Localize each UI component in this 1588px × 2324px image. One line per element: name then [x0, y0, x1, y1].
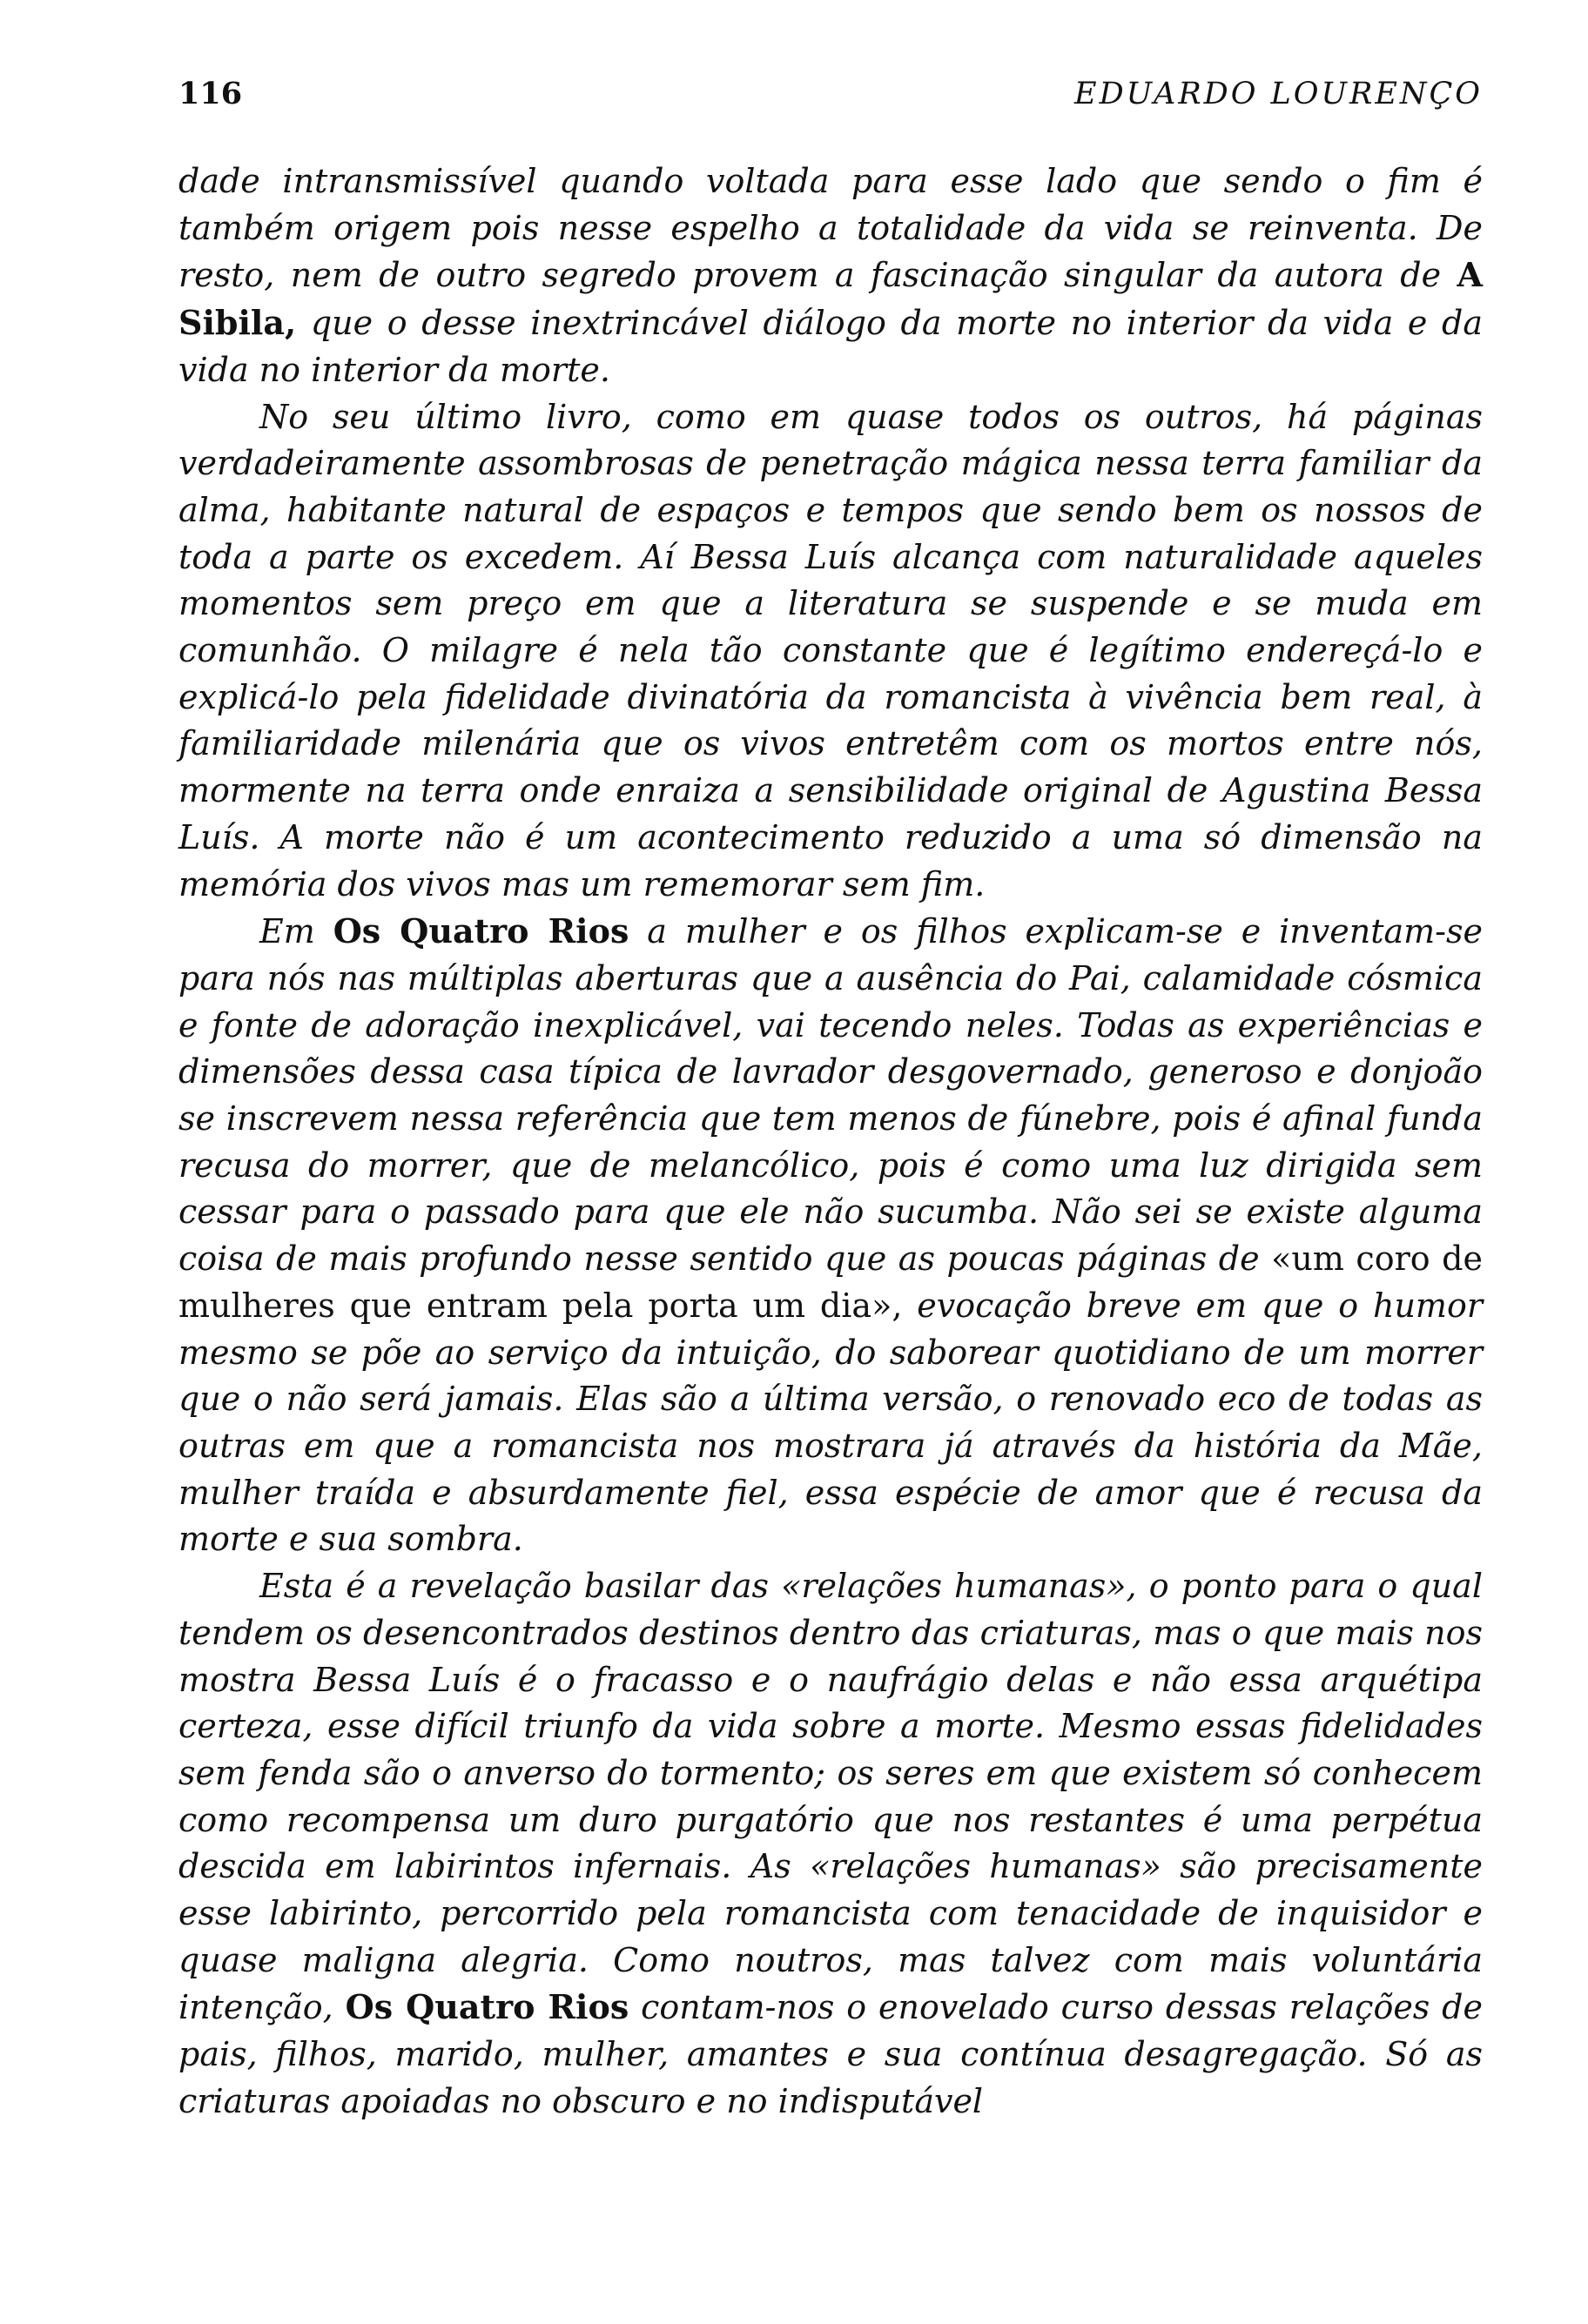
paragraph-1-text-b: que o desse inextrincável diálogo da morte no interior da vida e da vida no interior da morte. — [178, 304, 1483, 389]
paragraph-3 — [178, 908, 1483, 1563]
book-title-os-quatro-rios-2: Os Quatro Rios — [345, 1987, 629, 2027]
body-text — [178, 158, 1483, 2126]
book-title-os-quatro-rios: Os Quatro Rios — [333, 911, 629, 951]
paragraph-3-text-c: evocação breve em que o humor mesmo se põe ao serviço da intuição, do saborear quotidiano de um morrer que o não será jamais. Elas são a última versão, o renovado eco de todas as outras em que a romancista nos mostrara já através da história da Mãe, mulher traída e absurdamente fiel, essa espécie de amor que é recusa da morte e sua sombra. — [178, 1286, 1483, 1559]
paragraph-4 — [178, 1563, 1483, 2125]
book-title-a-sibila: A Sibila, — [178, 255, 1483, 343]
paragraph-4-text-b: contam-nos o enovelado curso dessas relações de pais, filhos, marido, mulher, amantes e sua contínua desagregação. Só as criaturas apoiadas no obscuro e no indisputável — [178, 1988, 1483, 2120]
paragraph-3-text-a: Em — [259, 912, 333, 951]
paragraph-1 — [178, 158, 1483, 394]
paragraph-2 — [178, 394, 1483, 909]
paragraph-1-text-a: dade intransmissível quando voltada para esse lado que sendo o fim é também origem pois nesse espelho a totalidade da vida se reinventa. De resto, nem de outro segredo provem a fascinação singular da autora de — [178, 162, 1483, 295]
running-title: EDUARDO LOURENÇO — [1074, 77, 1483, 111]
quoted-chapter-title: «um coro de mulheres que entram pela porta um dia», — [178, 1239, 1483, 1325]
paragraph-2-text: No seu último livro, como em quase todos os outros, há páginas verdadeiramente assombrosas de penetração mágica nessa terra familiar da alma, habitante natural de espaços e tempos que sendo bem os nossos de toda a parte os excedem. Aí Bessa Luís alcança com naturalidade aqueles momentos sem preço em que a literatura se suspende e se muda em comunhão. O milagre é nela tão constante que é legítimo endereçá-lo e explicá-lo pela fidelidade divinatória da romancista à vivência bem real, à familiaridade milenária que os vivos entretêm com os mortos entre nós, mormente na terra onde enraiza a sensibilidade original de Agustina Bessa Luís. A morte não é um acontecimento reduzido a uma só dimensão na memória dos vivos mas um rememorar sem fim. — [178, 397, 1483, 903]
page-number: 116 — [178, 76, 243, 111]
paragraph-3-text-b: a mulher e os filhos explicam-se e inventam-se para nós nas múltiplas aberturas que a ausência do Pai, calamidade cósmica e fonte de adoração inexplicável, vai tecendo neles. Todas as experiências e dimensões dessa casa típica de lavrador desgovernado, generoso e donjoão se inscrevem nessa referência que tem menos de fúnebre, pois é afinal funda recusa do morrer, que de melancólico, pois é como uma luz dirigida sem cessar para o passado para que ele não sucumba. Não sei se existe alguma coisa de mais profundo nesse sentido que as poucas páginas de — [178, 912, 1483, 1279]
book-page — [178, 68, 1483, 2126]
running-head — [178, 68, 1483, 120]
paragraph-4-text-a: Esta é a revelação basilar das «relações humanas», o ponto para o qual tendem os desencontrados destinos dentro das criaturas, mas o que mais nos mostra Bessa Luís é o fracasso e o naufrágio delas e não essa arquétipa certeza, esse difícil triunfo da vida sobre a morte. Mesmo essas fidelidades sem fenda são o anverso do tormento; os seres em que existem só conhecem como recompensa um duro purgatório que nos restantes é uma perpétua descida em labirintos infernais. As «relações humanas» são precisamente esse labirinto, percorrido pela romancista com tenacidade de inquisidor e quase maligna alegria. Como noutros, mas talvez com mais voluntária intenção, — [178, 1567, 1483, 2027]
